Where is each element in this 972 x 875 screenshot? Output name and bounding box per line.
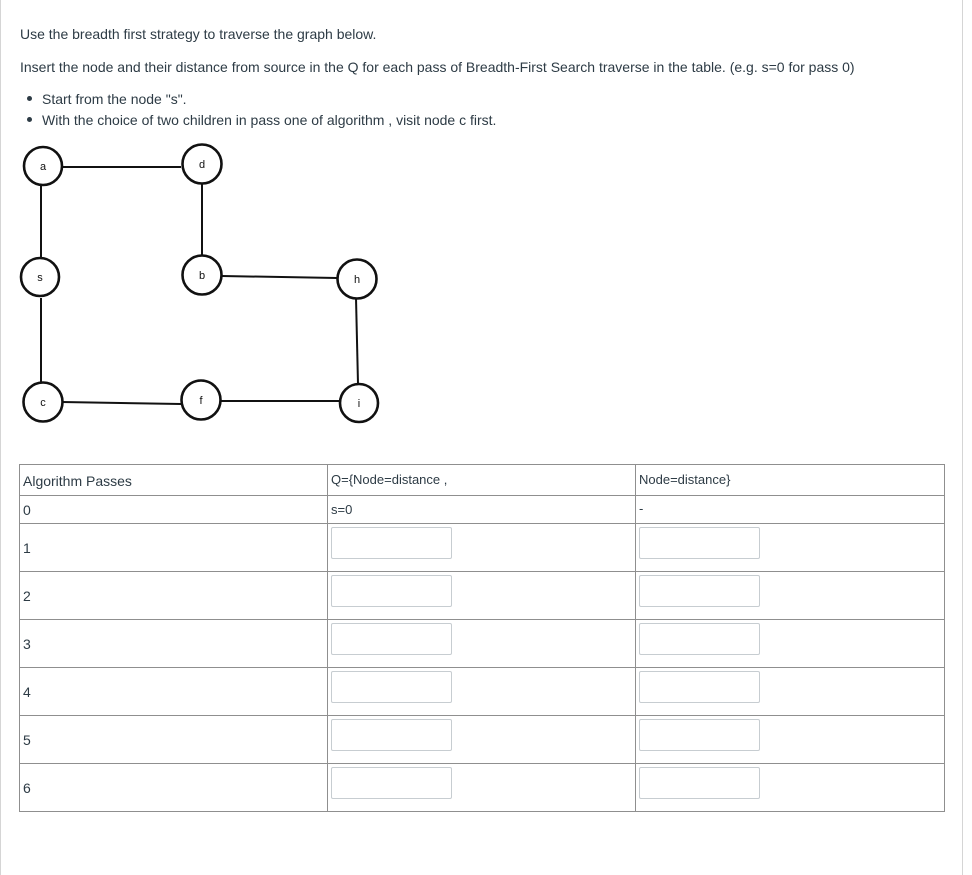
node-h-label: h (353, 274, 361, 286)
queue-input-pass-6[interactable] (331, 767, 452, 799)
table-row (20, 764, 945, 812)
pass-number: 3 (20, 620, 328, 668)
node-distance-cell (636, 668, 945, 716)
node-distance-cell (636, 620, 945, 668)
header-node-distance: Node=distance} (636, 465, 945, 496)
node-distance-input-pass-2[interactable] (639, 575, 760, 607)
node-distance-input-pass-3[interactable] (639, 623, 760, 655)
instruction-visit-order: With the choice of two children in pass one of algorithm , visit node c first. (20, 111, 496, 132)
pass-number: 1 (20, 524, 328, 572)
table-row (20, 620, 945, 668)
pass-number: 2 (20, 572, 328, 620)
node-f-label: f (199, 395, 203, 407)
instruction-start-node: Start from the node "s". (20, 90, 496, 111)
edge-c-f (62, 402, 181, 404)
table-header-row (20, 465, 945, 496)
queue-cell (328, 620, 636, 668)
node-i-label: i (357, 398, 361, 410)
node-distance-cell (636, 764, 945, 812)
queue-input-pass-4[interactable] (331, 671, 452, 703)
table-row (20, 716, 945, 764)
pass-number: 4 (20, 668, 328, 716)
queue-cell (328, 764, 636, 812)
table-row (20, 524, 945, 572)
node-distance-input-pass-6[interactable] (639, 767, 760, 799)
node-distance-input-pass-1[interactable] (639, 527, 760, 559)
node-c-label: c (40, 397, 46, 409)
pass-number: 6 (20, 764, 328, 812)
table-row (20, 572, 945, 620)
queue-cell (328, 668, 636, 716)
queue-input-pass-1[interactable] (331, 527, 452, 559)
queue-input-pass-3[interactable] (331, 623, 452, 655)
node-a-label: a (39, 161, 47, 173)
queue-cell (328, 572, 636, 620)
edge-b-h (222, 276, 337, 278)
queue-input-pass-2[interactable] (331, 575, 452, 607)
table-row (20, 496, 945, 524)
node-distance-cell (636, 716, 945, 764)
queue-value: s=0 (328, 496, 636, 524)
node-s-label: s (37, 272, 43, 284)
pass-number: 5 (20, 716, 328, 764)
queue-cell (328, 524, 636, 572)
header-queue: Q={Node=distance , (328, 465, 636, 496)
node-distance-input-pass-4[interactable] (639, 671, 760, 703)
node-distance-cell (636, 572, 945, 620)
table-row (20, 668, 945, 716)
bfs-passes-table (19, 464, 945, 812)
node-distance-cell (636, 524, 945, 572)
pass-number: 0 (20, 496, 328, 524)
queue-input-pass-5[interactable] (331, 719, 452, 751)
edge-h-i (356, 298, 358, 384)
question-line-1: Use the breadth first strategy to traverse the graph below. (20, 26, 377, 42)
header-algorithm-passes: Algorithm Passes (20, 465, 328, 496)
node-b-label: b (198, 270, 206, 282)
node-distance-input-pass-5[interactable] (639, 719, 760, 751)
node-distance-value: - (636, 496, 945, 524)
question-line-2: Insert the node and their distance from source in the Q for each pass of Breadth-First Search traverse in the table. (e.g. s=0 for pass 0) (20, 59, 855, 75)
node-d-label: d (198, 159, 206, 171)
queue-cell (328, 716, 636, 764)
